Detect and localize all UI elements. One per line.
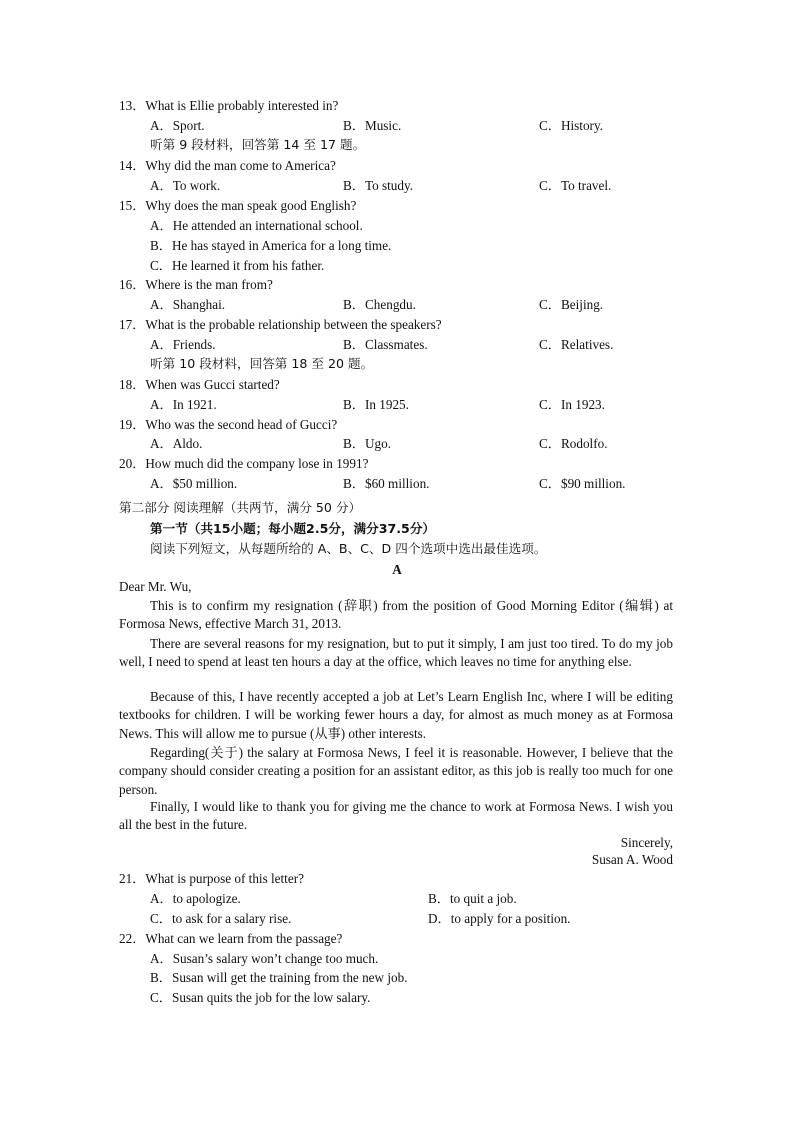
question-15-option-a: A．He attended an international school. [150, 218, 363, 233]
question-22-option-c: C．Susan quits the job for the low salary. [150, 990, 371, 1005]
letter-paragraph-3-text: Because of this, I have recently accepted a job at Let’s Learn English Inc, where I will be editing textbooks for children. I will be working fewer hours a day, for almost as much money as at Formosa News. This will allow me to pursue (从事) other interests. [119, 689, 673, 741]
question-20-option-c: C．$90 million. [539, 476, 626, 491]
question-20-option-b: B．$60 million. [343, 476, 430, 491]
letter-paragraph-5 [119, 798, 673, 835]
letter-paragraph-4 [119, 744, 673, 799]
passage-label: A [392, 562, 402, 577]
question-18-option-b: B．In 1925. [343, 397, 409, 412]
question-16-option-c: C．Beijing. [539, 297, 604, 312]
section-10-instruction: 听第 10 段材料，回答第 18 至 20 题。 [150, 356, 374, 371]
question-14-stem: 14．Why did the man come to America? [119, 158, 336, 173]
question-16-stem: 16．Where is the man from? [119, 277, 273, 292]
question-19-option-c: C．Rodolfo. [539, 436, 608, 451]
letter-paragraph-4-text: Regarding(关于) the salary at Formosa News, I feel it is reasonable. However, I believe that the company should consider creating a position for an assistant editor, as this job is really too much for one person. [119, 745, 673, 797]
letter-paragraph-1-text: This is to confirm my resignation (辞职) from the position of Good Morning Editor (编辑) at Formosa News, effective March 31, 2013. [119, 598, 673, 632]
question-13-stem: 13．What is Ellie probably interested in? [119, 98, 339, 113]
letter-signature: Susan A. Wood [591, 852, 673, 867]
question-21-stem: 21．What is purpose of this letter? [119, 871, 304, 886]
reading-instruction: 阅读下列短文，从每题所给的 A、B、C、D 四个选项中选出最佳选项。 [150, 541, 547, 556]
section-9-instruction: 听第 9 段材料，回答第 14 至 17 题。 [150, 137, 366, 152]
question-20-stem: 20．How much did the company lose in 1991? [119, 456, 369, 471]
question-21-option-a: A．to apologize. [150, 891, 241, 906]
question-17-option-a: A．Friends. [150, 337, 216, 352]
question-14-option-c: C．To travel. [539, 178, 612, 193]
question-15-stem: 15．Why does the man speak good English? [119, 198, 357, 213]
letter-closing: Sincerely, [620, 835, 673, 850]
question-22-stem: 22．What can we learn from the passage? [119, 931, 343, 946]
letter-greeting: Dear Mr. Wu, [119, 579, 192, 594]
question-19-stem: 19．Who was the second head of Gucci? [119, 417, 338, 432]
question-17-stem: 17．What is the probable relationship between the speakers? [119, 317, 442, 332]
question-13-option-a: A．Sport. [150, 118, 205, 133]
question-20-option-a: A．$50 million. [150, 476, 238, 491]
question-16-option-a: A．Shanghai. [150, 297, 226, 312]
question-14-option-b: B．To study. [343, 178, 414, 193]
question-22-option-a: A．Susan’s salary won’t change too much. [150, 951, 379, 966]
question-16-option-b: B．Chengdu. [343, 297, 416, 312]
question-18-option-c: C．In 1923. [539, 397, 605, 412]
question-15-option-c: C．He learned it from his father. [150, 258, 325, 273]
question-17-option-c: C．Relatives. [539, 337, 614, 352]
question-21-option-c: C．to ask for a salary rise. [150, 911, 292, 926]
letter-paragraph-1 [119, 597, 673, 634]
letter-paragraph-2 [119, 635, 673, 672]
question-22-option-b: B．Susan will get the training from the new job. [150, 970, 408, 985]
question-13-option-c: C．History. [539, 118, 603, 133]
question-18-option-a: A．In 1921. [150, 397, 217, 412]
question-15-option-b: B．He has stayed in America for a long time. [150, 238, 392, 253]
letter-paragraph-2-text: There are several reasons for my resignation, but to put it simply, I am just too tired. To do my job well, I need to spend at least ten hours a day at the office, which leaves no time for anything else. [119, 636, 673, 670]
question-19-option-a: A．Aldo. [150, 436, 203, 451]
question-17-option-b: B．Classmates. [343, 337, 428, 352]
question-18-stem: 18．When was Gucci started? [119, 377, 280, 392]
part-two-title: 第二部分 阅读理解（共两节，满分 50 分） [119, 500, 362, 515]
question-14-option-a: A．To work. [150, 178, 221, 193]
section-one-title: 第一节（共15小题；每小题2.5分，满分37.5分） [150, 521, 436, 536]
question-21-option-b: B．to quit a job. [428, 891, 517, 906]
question-19-option-b: B．Ugo. [343, 436, 391, 451]
question-21-option-d: D．to apply for a position. [428, 911, 571, 926]
question-13-option-b: B．Music. [343, 118, 402, 133]
letter-paragraph-3 [119, 688, 673, 743]
letter-paragraph-5-text: Finally, I would like to thank you for giving me the chance to work at Formosa News. I wish you all the best in the future. [119, 799, 673, 833]
